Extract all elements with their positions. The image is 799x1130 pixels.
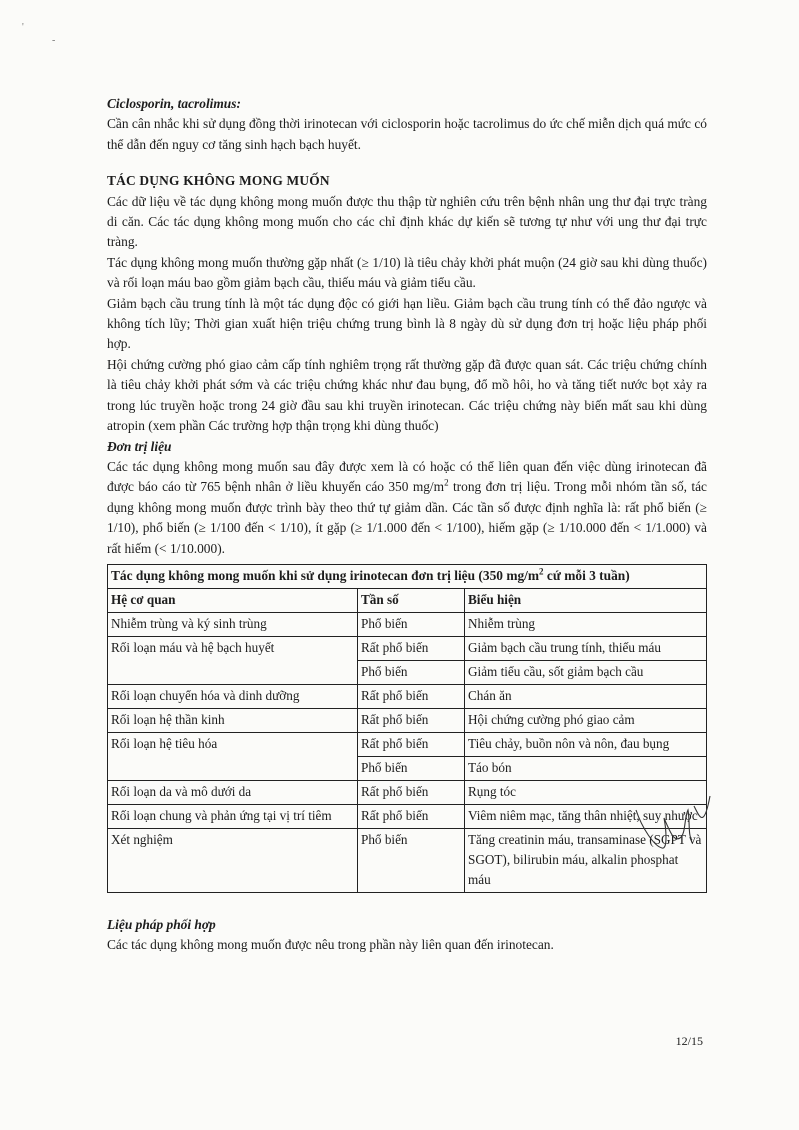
cell-manifestation: Tăng creatinin máu, transaminase (SGPT và SGOT), bilirubin máu, alkalin phosphat máu (465, 828, 707, 892)
table-row (108, 732, 707, 756)
table-row (108, 804, 707, 828)
table-row (108, 636, 707, 660)
cell-manifestation: Giảm tiểu cầu, sốt giảm bạch cầu (465, 660, 707, 684)
header-manifestation: Biểu hiện (465, 588, 707, 612)
header-frequency: Tần số (358, 588, 465, 612)
document-page (107, 94, 707, 956)
cell-frequency: Rất phổ biến (358, 780, 465, 804)
cell-frequency: Rất phổ biến (358, 708, 465, 732)
header-organ-system: Hệ cơ quan (108, 588, 358, 612)
table-caption: Tác dụng không mong muốn khi sử dụng irinotecan đơn trị liệu (350 $mg/m^2$ cứ mỗi 3 tuần) (108, 564, 707, 588)
adverse-effects-table (107, 564, 707, 893)
corner-mark: ' (22, 22, 24, 33)
cell-frequency: Rất phổ biến (358, 732, 465, 756)
monotherapy-title: Đơn trị liệu (107, 438, 172, 454)
combination-therapy-title: Liệu pháp phối hợp (107, 916, 216, 932)
adverse-paragraph-1: Các dữ liệu về tác dụng không mong muốn được thu thập từ nghiên cứu trên bệnh nhân ung thư đại trực tràng di căn. Các tác dụng không mong muốn cho các chỉ định khác dự kiến sẽ tương tự như với ung thư đại trực tràng. (107, 193, 707, 250)
cell-organ: Rối loạn chuyển hóa và dinh dưỡng (108, 684, 358, 708)
monotherapy-paragraph: Các tác dụng không mong muốn sau đây được xem là có hoặc có thể liên quan đến việc dùng irinotecan đã được báo cáo từ 765 bệnh nhân ở liều khuyến cáo 350 $mg/m^2$ trong đơn trị liệu. Trong mỗi nhóm tần số, tác dụng không mong muốn được trình bày theo thứ tự giảm dần. Các tần số được định nghĩa là: rất phổ biến (≥ 1/10), phổ biến (≥ 1/100 đến < 1/10), ít gặp (≥ 1/1.000 đến < 1/100), hiếm gặp (≥ 1/10.000 đến < 1/1.000) và rất hiếm (< 1/10.000). (107, 458, 708, 556)
corner-mark: - (52, 35, 56, 46)
cell-manifestation: Chán ăn (465, 684, 707, 708)
cell-manifestation: Giảm bạch cầu trung tính, thiếu máu (465, 636, 707, 660)
cell-organ: Xét nghiệm (108, 828, 358, 892)
cell-frequency: Rất phổ biến (358, 804, 465, 828)
cell-manifestation: Nhiễm trùng (465, 612, 707, 636)
cell-organ: Rối loạn hệ tiêu hóa (108, 732, 358, 780)
cell-frequency: Rất phổ biến (358, 636, 465, 660)
cell-organ: Rối loạn hệ thần kinh (108, 708, 358, 732)
section-title-ciclosporin: Ciclosporin, tacrolimus: (107, 96, 241, 111)
cell-manifestation: Tiêu chảy, buồn nôn và nôn, đau bụng (465, 732, 707, 756)
handwritten-signature (628, 788, 718, 858)
cell-organ: Nhiễm trùng và ký sinh trùng (108, 612, 358, 636)
cell-frequency: Phổ biến (358, 756, 465, 780)
table-row (108, 684, 707, 708)
cell-manifestation: Táo bón (465, 756, 707, 780)
cell-frequency: Phổ biến (358, 612, 465, 636)
adverse-paragraph-3: Giảm bạch cầu trung tính là một tác dụng độc có giới hạn liều. Giảm bạch cầu trung tính có thể đảo ngược và không tích lũy; Thời gian xuất hiện triệu chứng trung bình là 8 ngày dù sử dụng đơn trị hoặc liệu pháp phối hợp. (107, 295, 707, 352)
combination-therapy-paragraph: Các tác dụng không mong muốn được nêu trong phần này liên quan đến irinotecan. (107, 937, 554, 953)
table-row (108, 708, 707, 732)
page-number: 12/15 (675, 1034, 703, 1048)
table-row (108, 828, 707, 892)
adverse-effects-heading: TÁC DỤNG KHÔNG MONG MUỐN (107, 173, 330, 189)
cell-organ: Rối loạn da và mô dưới da (108, 780, 358, 804)
cell-manifestation: Hội chứng cường phó giao cảm (465, 708, 707, 732)
adverse-paragraph-4: Hội chứng cường phó giao cảm cấp tính nghiêm trọng rất thường gặp đã được quan sát. Các triệu chứng chính là tiêu chảy khởi phát sớm và các triệu chứng khác như đau bụng, đổ mồ hôi, ho và tăng tiết nước bọt xảy ra trong lúc truyền hoặc trong 24 giờ đầu sau khi truyền irinotecan. Các triệu chứng này biến mất sau khi dùng atropin (xem phần Các trường hợp thận trọng khi dùng thuốc) (107, 356, 707, 434)
cell-organ: Rối loạn chung và phản ứng tại vị trí tiêm (108, 804, 358, 828)
cell-frequency: Phổ biến (358, 660, 465, 684)
table-header-row (108, 588, 707, 612)
cell-manifestation: Viêm niêm mạc, tăng thân nhiệt, suy nhược (465, 804, 707, 828)
cell-manifestation: Rụng tóc (465, 780, 707, 804)
table-row (108, 612, 707, 636)
paragraph-ciclosporin: Cần cân nhắc khi sử dụng đồng thời irinotecan với ciclosporin hoặc tacrolimus do ức chế miễn dịch quá mức có thể dẫn đến nguy cơ tăng sinh hạch bạch huyết. (107, 116, 707, 152)
cell-frequency: Rất phổ biến (358, 684, 465, 708)
cell-frequency: Phổ biến (358, 828, 465, 892)
table-row (108, 780, 707, 804)
table-caption-row (108, 564, 707, 588)
cell-organ: Rối loạn máu và hệ bạch huyết (108, 636, 358, 684)
adverse-paragraph-2: Tác dụng không mong muốn thường gặp nhất (≥ 1/10) là tiêu chảy khởi phát muộn (24 giờ sau khi dùng thuốc) và rối loạn máu bao gồm giảm bạch cầu, thiếu máu và giảm tiểu cầu. (107, 254, 707, 291)
